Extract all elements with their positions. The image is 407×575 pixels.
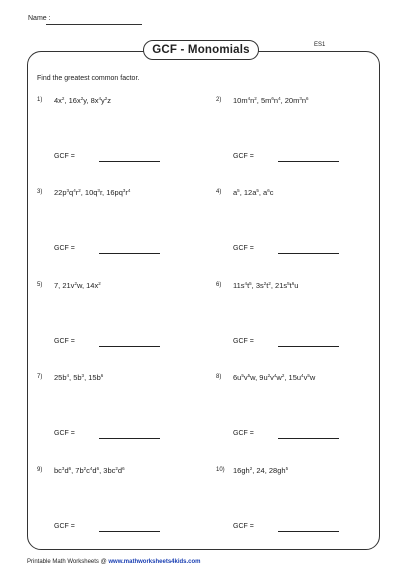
gcf-answer-label: GCF = [233,523,254,530]
problem-number: 4) [216,189,222,195]
gcf-answer-blank[interactable] [99,531,160,532]
problem-expression: 7, $21v^2w$, $14x^2$ [54,281,101,290]
problem-expression: $16gh^2$, 24, $28gh^5$ [233,466,289,475]
problem-item [216,97,396,187]
problem-item [216,467,396,557]
problem-number: 3) [37,189,43,195]
problem-expression: $10m^4n^2$, $5m^6n^4$, $20m^3n^6$ [233,96,309,105]
footer-url[interactable]: www.mathworksheets4kids.com [108,559,201,565]
problem-number: 9) [37,467,43,473]
gcf-answer-blank[interactable] [99,438,160,439]
gcf-answer-blank[interactable] [99,346,160,347]
gcf-answer-label: GCF = [233,245,254,252]
problem-expression: $25b^4$, $5b^3$, $15b^6$ [54,373,104,382]
problem-expression: $6u^5v^5w$, $9u^2v^4w^2$, $15u^4v^5w$ [233,373,316,382]
problem-number: 6) [216,282,222,288]
footer [27,559,201,565]
problem-number: 5) [37,282,43,288]
gcf-answer-blank[interactable] [99,253,160,254]
problem-number: 8) [216,374,222,380]
gcf-answer-blank[interactable] [99,161,160,162]
gcf-answer-label: GCF = [233,153,254,160]
problem-item [37,374,217,464]
gcf-answer-label: GCF = [233,430,254,437]
worksheet-title: GCF - Monomials [143,40,259,60]
gcf-answer-label: GCF = [54,523,75,530]
problem-item [216,374,396,464]
gcf-answer-label: GCF = [54,430,75,437]
instruction-text: Find the greatest common factor. [37,75,140,82]
problem-number: 1) [37,97,43,103]
gcf-answer-blank[interactable] [278,346,339,347]
problem-item [216,189,396,279]
name-field[interactable] [46,24,142,25]
problem-expression: $a^5$, $12a^5$, $a^6c$ [233,188,274,197]
problem-expression: $22p^3q^4r^2$, $10q^3r$, $16pq^3r^4$ [54,188,131,197]
problem-expression: $bc^3d^6$, $7b^2c^4d^6$, $3bc^2d^6$ [54,466,125,475]
gcf-answer-label: GCF = [233,338,254,345]
gcf-answer-blank[interactable] [278,438,339,439]
gcf-answer-label: GCF = [54,153,75,160]
footer-prefix: Printable Math Worksheets @ [27,559,109,565]
problem-item [37,189,217,279]
problem-item [37,97,217,187]
worksheet-code: ES1 [314,42,326,48]
problem-expression: $4x^2$, $16x^2y$, $8x^4y^2z$ [54,96,112,105]
problem-item [37,282,217,372]
gcf-answer-blank[interactable] [278,531,339,532]
gcf-answer-blank[interactable] [278,161,339,162]
gcf-answer-blank[interactable] [278,253,339,254]
problem-expression: $11s^4t^5$, $3s^2t^2$, $21s^5t^6u$ [233,281,299,290]
problem-item [37,467,217,557]
problem-number: 10) [216,467,225,473]
gcf-answer-label: GCF = [54,245,75,252]
name-label: Name : [28,15,51,22]
problem-number: 7) [37,374,43,380]
gcf-answer-label: GCF = [54,338,75,345]
problem-item [216,282,396,372]
problem-number: 2) [216,97,222,103]
